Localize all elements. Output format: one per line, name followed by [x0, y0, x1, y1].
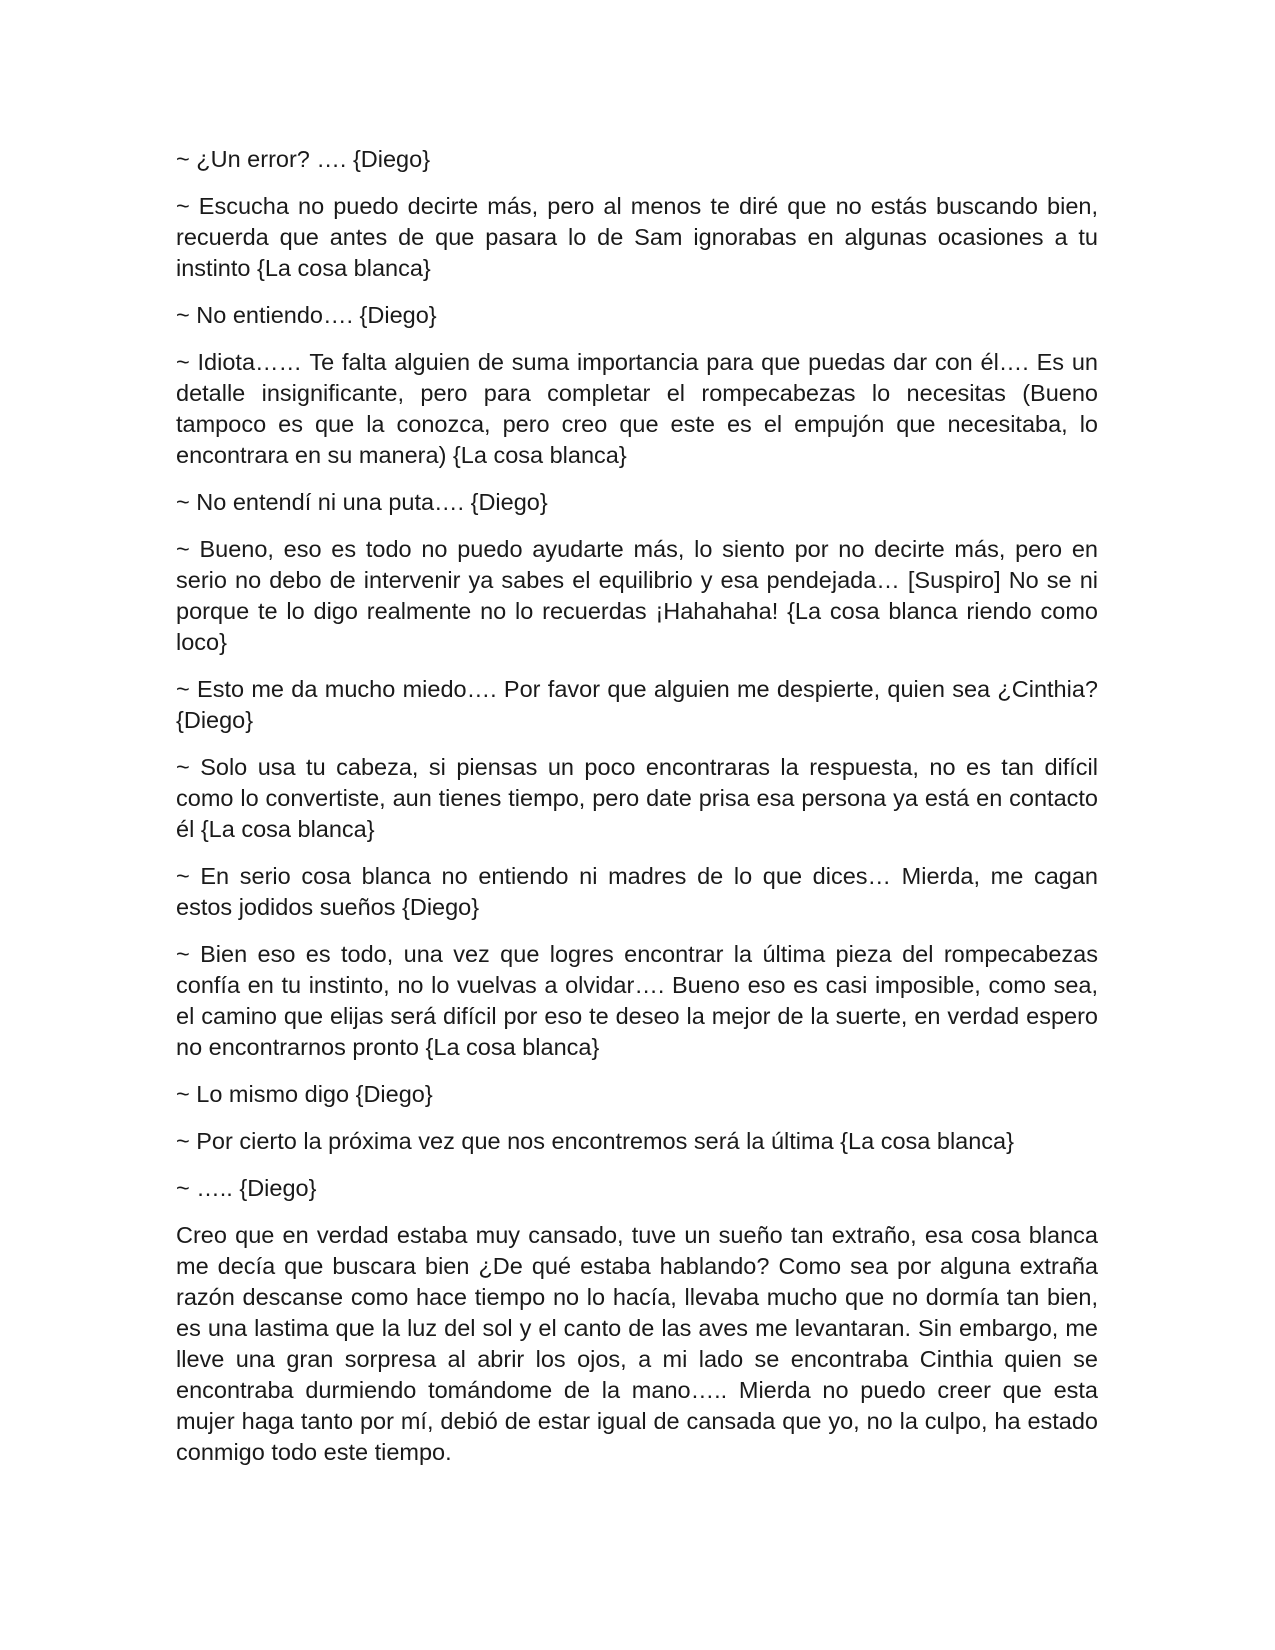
paragraph-4: ~ Idiota…… Te falta alguien de suma importancia para que puedas dar con él…. Es un detalle insignificante, pero para completar el rompecabezas lo necesitas (Bueno tampoco es que la conozca, pero creo que este es el empujón que necesitaba, lo encontrara en su manera) {La cosa blanca} — [176, 349, 1098, 468]
paragraph-3: ~ No entiendo…. {Diego} — [176, 302, 437, 328]
paragraph-13: ~ ….. {Diego} — [176, 1175, 317, 1201]
paragraph-11: ~ Lo mismo digo {Diego} — [176, 1081, 433, 1107]
paragraph-1: ~ ¿Un error? …. {Diego} — [176, 146, 431, 172]
paragraph-6: ~ Bueno, eso es todo no puedo ayudarte más, lo siento por no decirte más, pero en serio no debo de intervenir ya sabes el equilibrio y esa pendejada… [Suspiro] No se ni porque te lo digo realmente no lo recuerdas ¡Hahahaha! {La cosa blanca riendo como loco} — [176, 536, 1098, 655]
paragraph-7: ~ Esto me da mucho miedo…. Por favor que alguien me despierte, quien sea ¿Cinthia? {Diego} — [176, 676, 1098, 733]
paragraph-2: ~ Escucha no puedo decirte más, pero al menos te diré que no estás buscando bien, recuerda que antes de que pasara lo de Sam ignorabas en algunas ocasiones a tu instinto {La cosa blanca} — [176, 193, 1098, 281]
paragraph-5: ~ No entendí ni una puta…. {Diego} — [176, 489, 548, 515]
paragraph-14: Creo que en verdad estaba muy cansado, tuve un sueño tan extraño, esa cosa blanca me decía que buscara bien ¿De qué estaba hablando? Como sea por alguna extraña razón descanse como hace tiempo no lo hacía, llevaba mucho que no dormía tan bien, es una lastima que la luz del sol y el canto de las aves me levantaran. Sin embargo, me lleve una gran sorpresa al abrir los ojos, a mi lado se encontraba Cinthia quien se encontraba durmiendo tomándome de la mano….. Mierda no puedo creer que esta mujer haga tanto por mí, debió de estar igual de cansada que yo, no la culpo, ha estado conmigo todo este tiempo. — [176, 1222, 1098, 1465]
paragraph-8: ~ Solo usa tu cabeza, si piensas un poco encontraras la respuesta, no es tan difícil como lo convertiste, aun tienes tiempo, pero date prisa esa persona ya está en contacto él {La cosa blanca} — [176, 754, 1098, 842]
paragraph-12: ~ Por cierto la próxima vez que nos encontremos será la última {La cosa blanca} — [176, 1128, 1014, 1154]
paragraph-9: ~ En serio cosa blanca no entiendo ni madres de lo que dices… Mierda, me cagan estos jodidos sueños {Diego} — [176, 863, 1098, 920]
paragraph-10: ~ Bien eso es todo, una vez que logres encontrar la última pieza del rompecabezas confía en tu instinto, no lo vuelvas a olvidar…. Bueno eso es casi imposible, como sea, el camino que elijas será difícil por eso te deseo la mejor de la suerte, en verdad espero no encontrarnos pronto {La cosa blanca} — [176, 941, 1098, 1060]
document-body — [176, 144, 1098, 1484]
